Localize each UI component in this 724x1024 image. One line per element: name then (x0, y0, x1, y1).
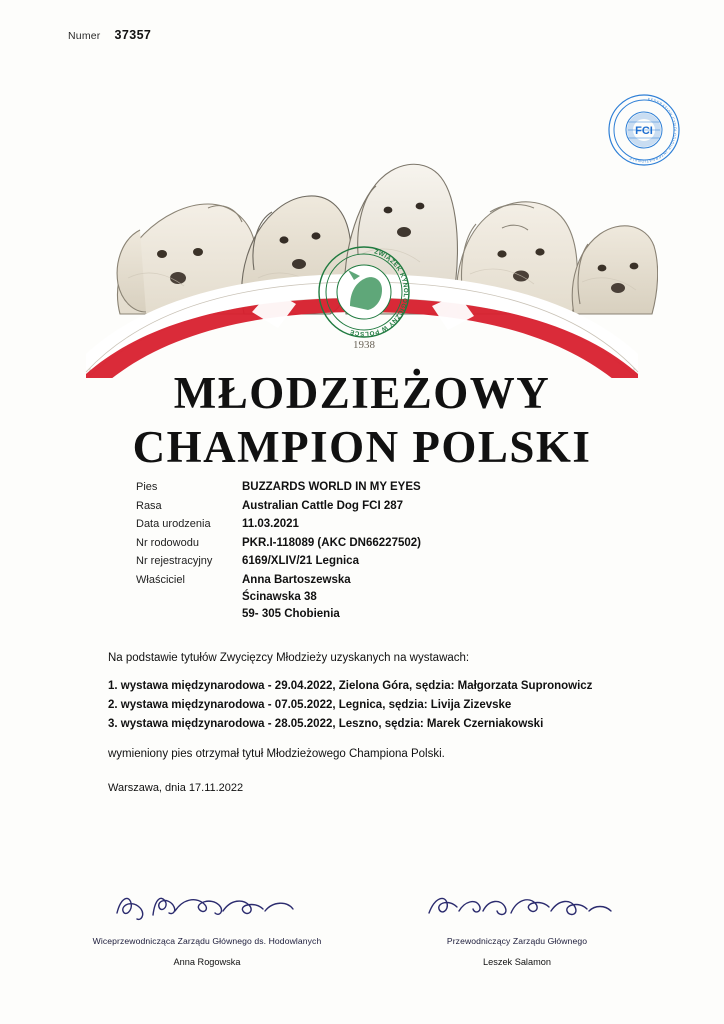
shows-list (108, 680, 648, 730)
place-and-date: Warszawa, dnia 17.11.2022 (108, 782, 244, 794)
detail-row-owner (136, 574, 636, 620)
body-conclusion: wymieniony pies otrzymał tytuł Młodzieżowego Championa Polski. (108, 748, 445, 760)
show-item-3: 3. wystawa międzynarodowa - 28.05.2022, Leszno, sędzia: Marek Czerniakowski (108, 718, 544, 730)
detail-row-breed (136, 500, 636, 512)
detail-value-breed: Australian Cattle Dog FCI 287 (242, 499, 404, 512)
detail-label-dog: Pies (136, 481, 158, 493)
svg-text:FEDERATION CYNOLOGIQUE INTERNA: FEDERATION CYNOLOGIQUE INTERNATIONALE (628, 97, 677, 164)
certificate-number-value: 37357 (114, 28, 152, 42)
fci-logo (606, 92, 682, 168)
owner-name: Anna Bartoszewska (242, 573, 351, 586)
svg-text:ZWIĄZEK KYNOLOGICZNY W POLSCE: ZWIĄZEK KYNOLOGICZNY W POLSCE (348, 248, 410, 338)
body-intro: Na podstawie tytułów Zwycięzcy Młodzieży uzyskanych na wystawach: (108, 652, 470, 664)
show-item-2: 2. wystawa międzynarodowa - 07.05.2022, Legnica, sędzia: Livija Zizevske (108, 699, 512, 711)
detail-value-owner (242, 574, 351, 620)
detail-label-registration: Nr rejestracyjny (136, 555, 213, 567)
certificate-number (68, 28, 151, 42)
detail-label-owner: Właściciel (136, 573, 185, 586)
signature-block-left (72, 884, 342, 967)
detail-value-dog: BUZZARDS WORLD IN MY EYES (242, 481, 421, 493)
signature-area (0, 884, 724, 967)
detail-row-dog (136, 481, 636, 493)
detail-label-birthdate: Data urodzenia (136, 518, 211, 530)
zkwp-seal (310, 240, 418, 358)
signature-name-right: Leszek Salamon (483, 957, 551, 967)
detail-value-registration: 6169/XLIV/21 Legnica (242, 555, 359, 567)
detail-label-breed: Rasa (136, 499, 162, 512)
owner-city: 59- 305 Chobienia (242, 607, 340, 620)
certificate-number-label: Numer (68, 30, 101, 42)
signature-scribble-right (382, 884, 652, 926)
page-title (0, 366, 724, 474)
signature-title-right: Przewodniczący Zarządu Głównego (446, 936, 588, 946)
detail-label-pedigree: Nr rodowodu (136, 536, 199, 549)
detail-row-registration (136, 555, 636, 567)
signature-scribble-left (72, 884, 342, 926)
signature-name-left: Anna Rogowska (173, 957, 241, 967)
title-line-2: CHAMPION POLSKI (132, 422, 592, 472)
signature-block-right (382, 884, 652, 967)
fci-logo-text: FCI (635, 125, 653, 137)
owner-street: Ścinawska 38 (242, 590, 317, 603)
certificate-body (108, 652, 648, 794)
show-item-1: 1. wystawa międzynarodowa - 29.04.2022, Zielona Góra, sędzia: Małgorzata Supronowicz (108, 680, 593, 692)
detail-value-birthdate: 11.03.2021 (242, 518, 299, 530)
detail-value-pedigree: PKR.I-118089 (AKC DN66227502) (242, 536, 421, 549)
signature-title-left: Wiceprzewodnicząca Zarządu Głównego ds. Hodowlanych (92, 936, 322, 946)
dog-details (136, 481, 636, 626)
detail-row-pedigree (136, 537, 636, 549)
title-line-1: MŁODZIEŻOWY (173, 368, 551, 418)
detail-row-birthdate (136, 518, 636, 530)
seal-year: 1938 (353, 339, 375, 351)
